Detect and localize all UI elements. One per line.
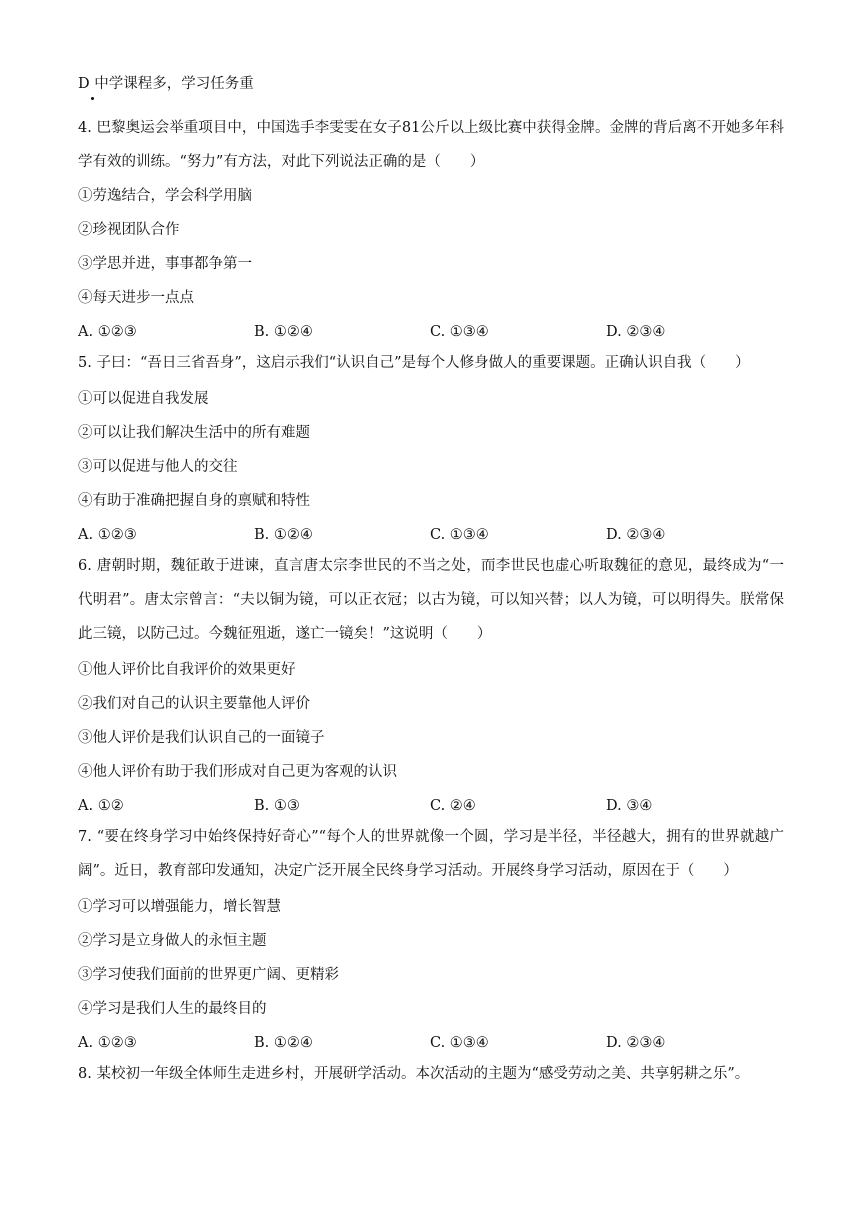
question-5-options: [78, 525, 784, 545]
question-4-option-a[interactable]: A. ①②③: [78, 324, 137, 340]
question-5-item-4: ④有助于准确把握自身的禀赋和特性: [78, 493, 310, 509]
question-6-option-d[interactable]: D. ③④: [606, 798, 653, 814]
question-5-option-d[interactable]: D. ②③④: [606, 527, 666, 543]
emphasis-dot: [91, 97, 94, 100]
question-5-item-1: ①可以促进自我发展: [78, 391, 209, 407]
question-8-stem: 8. 某校初一年级全体师生走进乡村，开展研学活动。本次活动的主题为“感受劳动之美、共享躬耕之乐”。: [78, 1066, 750, 1082]
question-6-stem: 6. 唐朝时期，魏征敢于进谏，直言唐太宗李世民的不当之处，而李世民也虚心听取魏征的意见，最终成为“一代明君”。唐太宗曾言：“夫以铜为镜，可以正衣冠；以古为镜，可以知兴替；以人为镜，可以明得失。朕常保此三镜，以防己过。今魏征殂逝，遂亡一镜矣！”这说明（ ）: [78, 558, 784, 642]
question-7-item-3: ③学习使我们面前的世界更广阔、更精彩: [78, 967, 339, 983]
previous-question-option-d: D 中学课程多，学习任务重: [78, 76, 254, 92]
question-5-item-3: ③可以促进与他人的交往: [78, 459, 238, 475]
question-7-option-c[interactable]: C. ①③④: [430, 1035, 489, 1051]
question-6-item-4: ④他人评价有助于我们形成对自己更为客观的认识: [78, 764, 397, 780]
question-6-item-2: ②我们对自己的认识主要靠他人评价: [78, 696, 310, 712]
question-5-option-b[interactable]: B. ①②④: [254, 527, 313, 543]
question-7-option-a[interactable]: A. ①②③: [78, 1035, 137, 1051]
question-7-option-d[interactable]: D. ②③④: [606, 1035, 666, 1051]
question-7-options: [78, 1033, 784, 1053]
question-4-item-4: ④每天进步一点点: [78, 290, 194, 306]
question-4-stem: 4. 巴黎奥运会举重项目中，中国选手李雯雯在女子81公斤以上级比赛中获得金牌。金牌的背后离不开她多年科学有效的训练。“努力”有方法，对此下列说法正确的是（ ）: [78, 120, 784, 170]
question-4-option-c[interactable]: C. ①③④: [430, 324, 489, 340]
question-4-option-b[interactable]: B. ①②④: [254, 324, 313, 340]
question-7-item-4: ④学习是我们人生的最终目的: [78, 1001, 267, 1017]
question-7-option-b[interactable]: B. ①②④: [254, 1035, 313, 1051]
question-6-options: [78, 796, 784, 816]
question-4-item-3: ③学思并进，事事都争第一: [78, 256, 252, 272]
question-6-option-b[interactable]: B. ①③: [254, 798, 300, 814]
question-7-stem: 7. “要在终身学习中始终保持好奇心”“每个人的世界就像一个圆，学习是半径，半径越大，拥有的世界就越广阔”。近日，教育部印发通知，决定广泛开展全民终身学习活动。开展终身学习活动，原因在于（ ）: [78, 829, 784, 879]
question-7-item-2: ②学习是立身做人的永恒主题: [78, 933, 267, 949]
question-7-item-1: ①学习可以增强能力，增长智慧: [78, 899, 281, 915]
question-4-item-2: ②珍视团队合作: [78, 222, 180, 238]
question-6-item-3: ③他人评价是我们认识自己的一面镜子: [78, 730, 325, 746]
question-4-options: [78, 322, 784, 342]
question-5-option-a[interactable]: A. ①②③: [78, 527, 137, 543]
question-5-stem: 5. 子曰：“吾日三省吾身”，这启示我们“认识自己”是每个人修身做人的重要课题。正确认识自我（ ）: [78, 355, 750, 371]
question-5-option-c[interactable]: C. ①③④: [430, 527, 489, 543]
question-6-option-c[interactable]: C. ②④: [430, 798, 476, 814]
question-4-option-d[interactable]: D. ②③④: [606, 324, 666, 340]
question-6-option-a[interactable]: A. ①②: [78, 798, 124, 814]
question-5-item-2: ②可以让我们解决生活中的所有难题: [78, 425, 310, 441]
question-4-item-1: ①劳逸结合，学会科学用脑: [78, 188, 252, 204]
question-6-item-1: ①他人评价比自我评价的效果更好: [78, 662, 296, 678]
